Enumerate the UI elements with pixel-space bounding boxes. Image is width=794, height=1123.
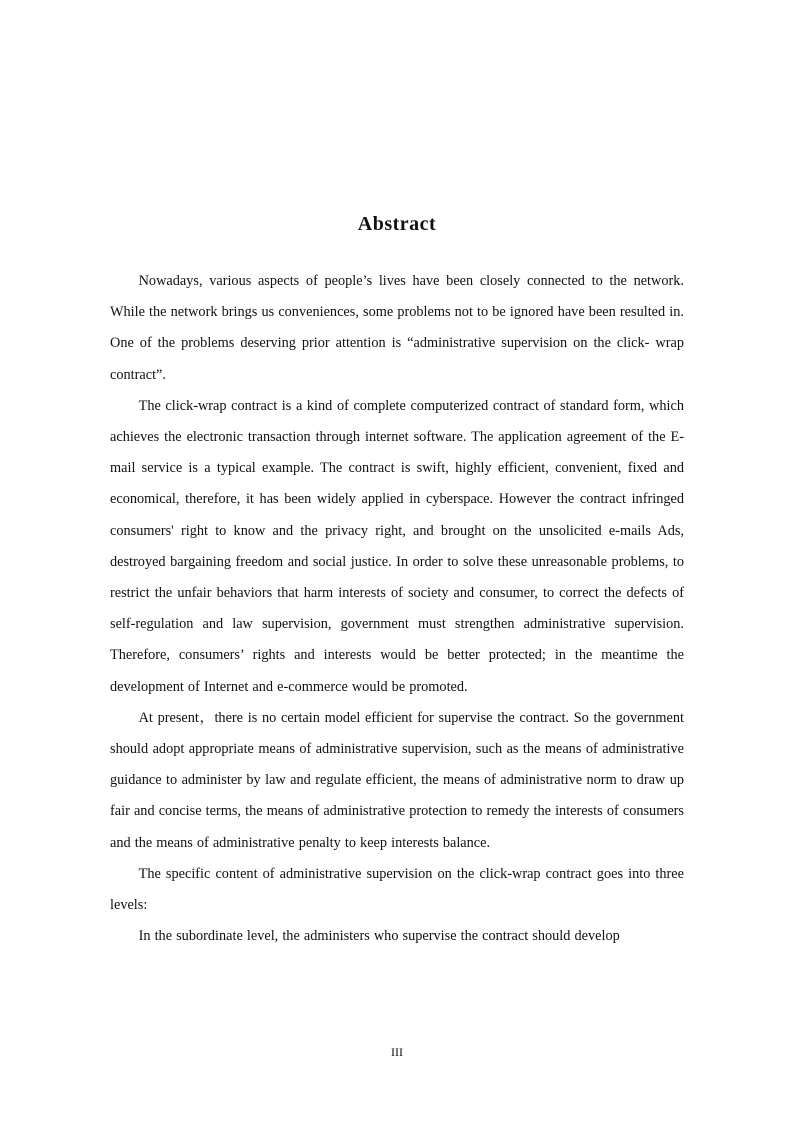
- paragraph: At present，there is no certain model efficient for supervise the contract. So the government should adopt appropriate means of administrative supervision, such as the means of administrative guidance to administer by law and regulate efficient, the means of administrative norm to draw up fair and concise terms, the means of administrative protection to remedy the interests of consumers and the means of administrative penalty to keep interests balance.: [110, 709, 684, 851]
- paragraph: In the subordinate level, the administers who supervise the contract should develop: [138, 928, 620, 945]
- page-number: III: [391, 1045, 403, 1059]
- abstract-body: [110, 266, 684, 952]
- page-title: Abstract: [357, 213, 437, 235]
- paragraph: The click-wrap contract is a kind of complete computerized contract of standard form, which achieves the electronic transaction through internet software. The application agreement of the E-mail service is a typical example. The contract is swift, highly efficient, convenient, fixed and economical, therefore, it has been widely applied in cyberspace. However the contract infringed consumers' right to know and the privacy right, and brought on the unsolicited e-mails Ads, destroyed bargaining freedom and social justice. In order to solve these unreasonable problems, to restrict the unfair behaviors that harm interests of society and consumer, to correct the defects of self-regulation and law supervision, government must strengthen administrative supervision. Therefore, consumers’ rights and interests would be better protected; in the meantime the development of Internet and e-commerce would be promoted.: [110, 397, 684, 695]
- paragraph: Nowadays, various aspects of people’s lives have been closely connected to the network. While the network brings us conveniences, some problems not to be ignored have been resulted in. One of the problems deserving prior attention is “administrative supervision on the click- wrap contract”.: [110, 273, 684, 383]
- paragraph: The specific content of administrative supervision on the click-wrap contract goes into three levels:: [110, 865, 684, 914]
